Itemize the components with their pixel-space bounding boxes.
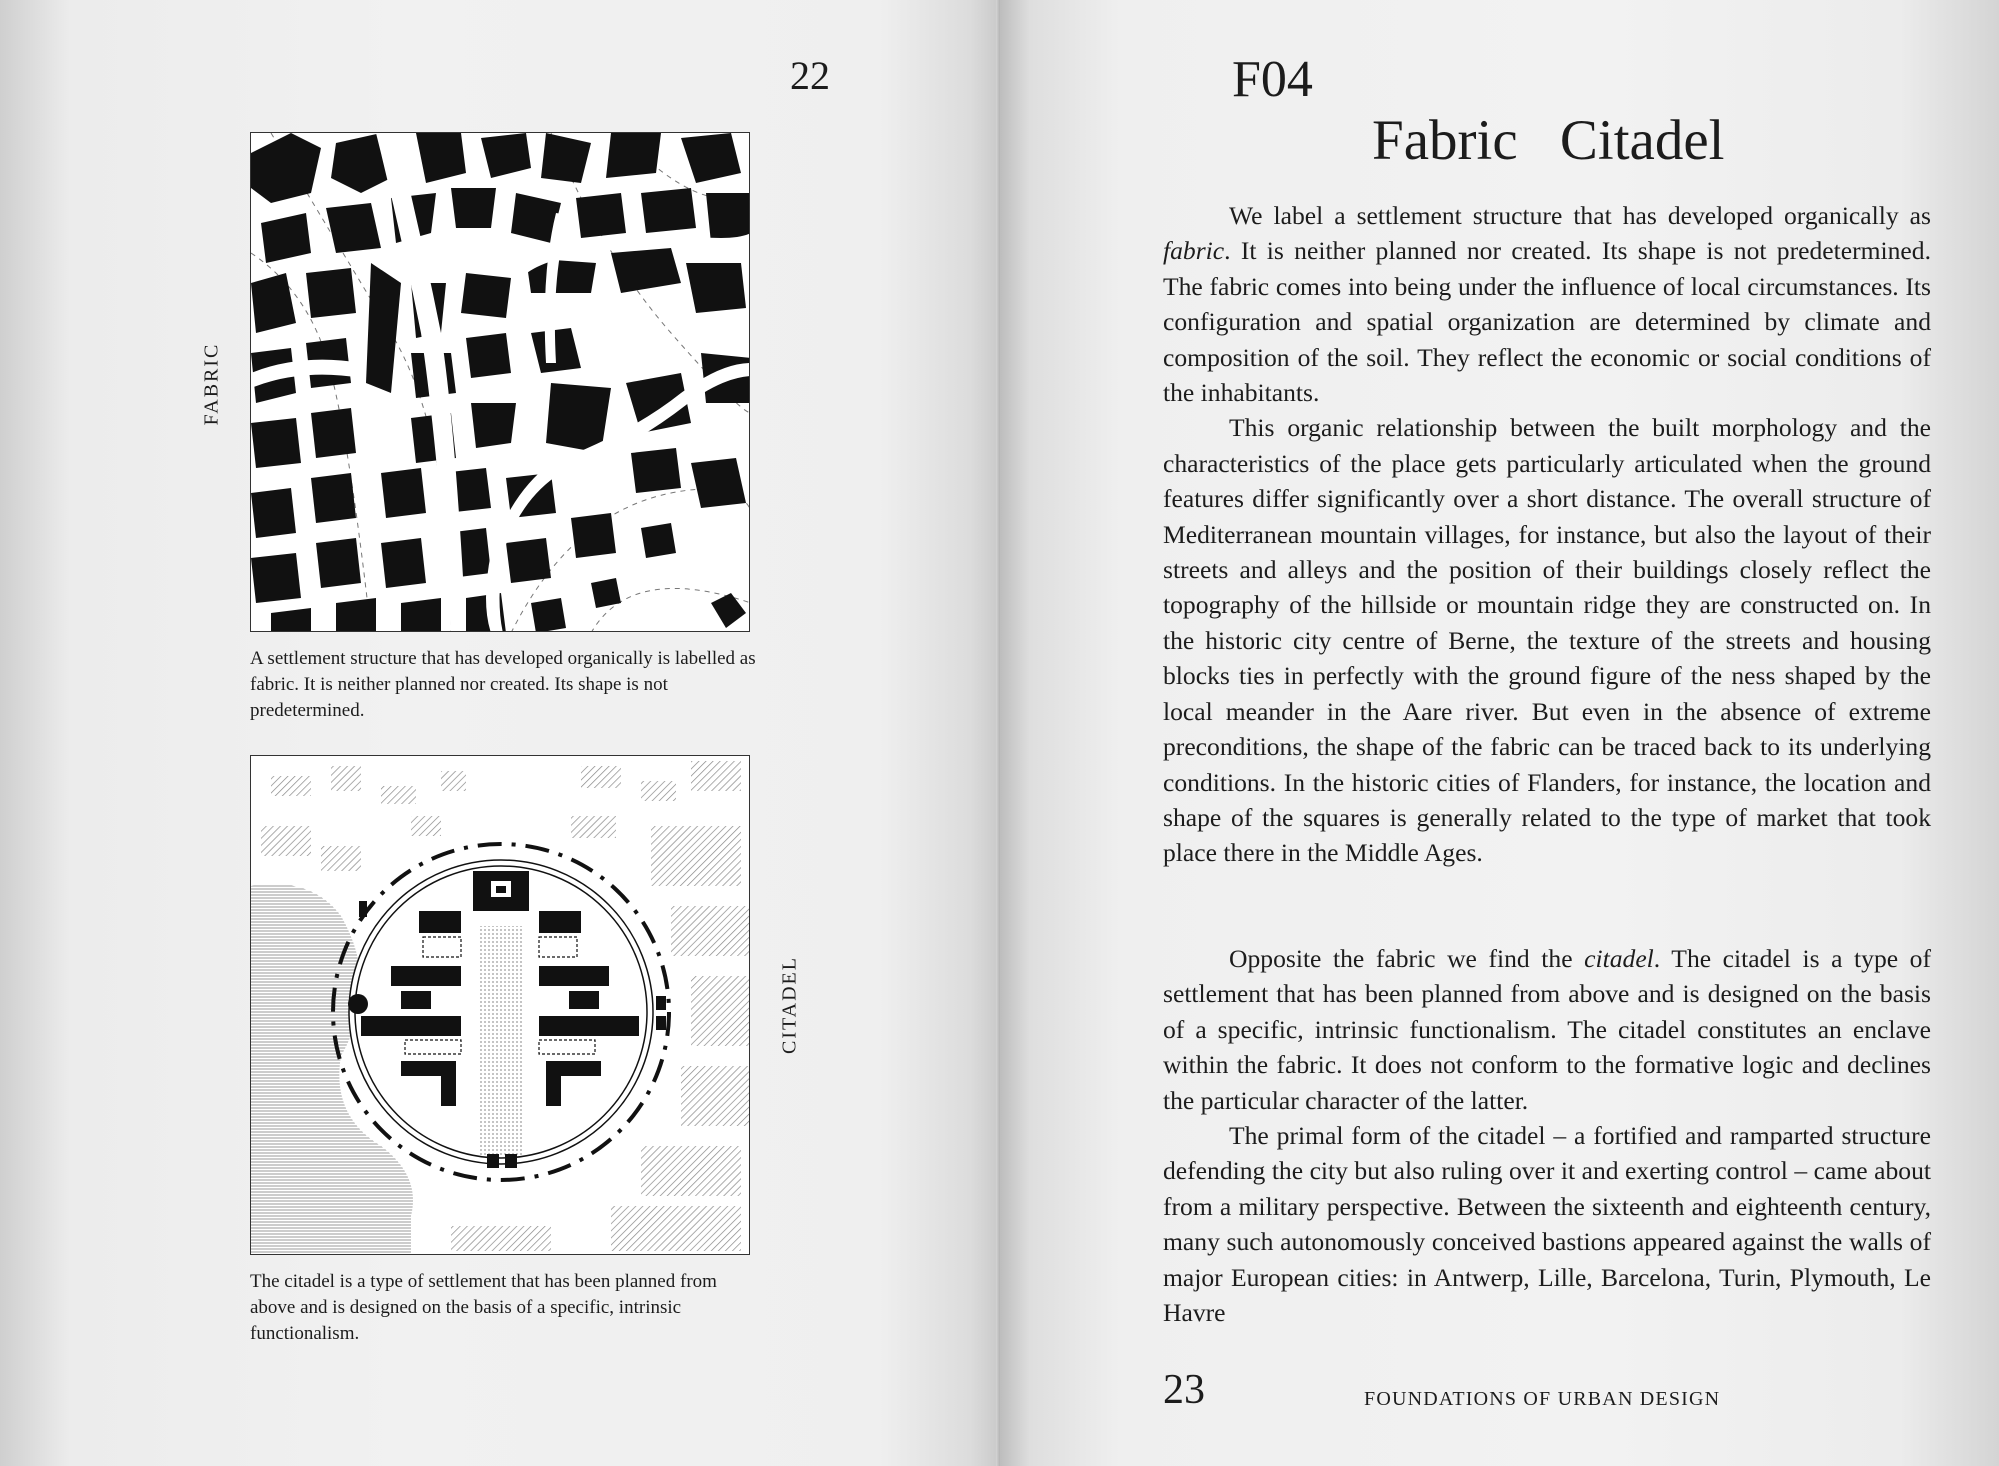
section-code: F04 xyxy=(1232,51,1313,108)
fabric-figure-ground-map xyxy=(250,132,750,632)
right-page-number: 23 xyxy=(1163,1367,1205,1413)
section-title: Fabric Citadel xyxy=(1372,109,1725,172)
running-title: FOUNDATIONS OF URBAN DESIGN xyxy=(1364,1388,1721,1410)
citadel-figure-caption: The citadel is a type of settlement that has been planned from above and is designed on the basis of a specific, intrinsic functionalism. xyxy=(250,1271,717,1344)
citadel-map xyxy=(250,755,750,1255)
fabric-side-label: FABRIC xyxy=(200,342,223,426)
fabric-figure-caption: A settlement structure that has developed organically is labelled as fabric. It is neither planned nor created. Its shape is not predetermined. xyxy=(250,648,756,721)
paragraph: This organic relationship between the built morphology and the characteristics of the place gets particularly articulated when the ground features differ significantly over a short distance. The overall structure of Mediterranean mountain villages, for instance, but also the layout of their streets and alleys and the position of their buildings closely reflect the topography of the hillside or mountain ridge they are constructed on. In the historic city centre of Berne, the texture of the streets and housing blocks ties in perfectly with the ground figure of the ness shaped by the local meander in the Aare river. But even in the absence of extreme preconditions, the shape of the fabric can be traced back to its underlying conditions. In the historic cities of Flanders, for instance, the location and shape of the squares is generally related to the type of market that took place there in the Middle Ages. xyxy=(1163,413,1931,868)
left-page-number: 22 xyxy=(790,53,830,98)
body-text-citadel xyxy=(1163,941,1931,1330)
paragraph: The primal form of the citadel – a fortified and ramparted structure defending the city but also ruling over it and exerting control – came about from a military perspective. Between the sixteenth and eighteenth century, many such autonomously conceived bastions appeared against the walls of major European cities: in Antwerp, Lille, Barcelona, Turin, Plymouth, Le Havre xyxy=(1163,1121,1931,1328)
paragraph: Opposite the fabric we find the citadel. The citadel is a type of settlement that has been planned from above and is designed on the basis of a specific, intrinsic functionalism. The citadel constitutes an enclave within the fabric. It does not conform to the formative logic and declines the particular character of the latter. xyxy=(1163,944,1931,1115)
body-text-fabric xyxy=(1163,198,1931,871)
paragraph: We label a settlement structure that has developed organically as fabric. It is neither planned nor created. Its shape is not predetermined. The fabric comes into being under the influence of local circumstances. Its configuration and spatial organization are determined by climate and composition of the soil. They reflect the economic or social conditions of the inhabitants. xyxy=(1163,201,1931,408)
citadel-side-label: CITADEL xyxy=(778,956,801,1054)
